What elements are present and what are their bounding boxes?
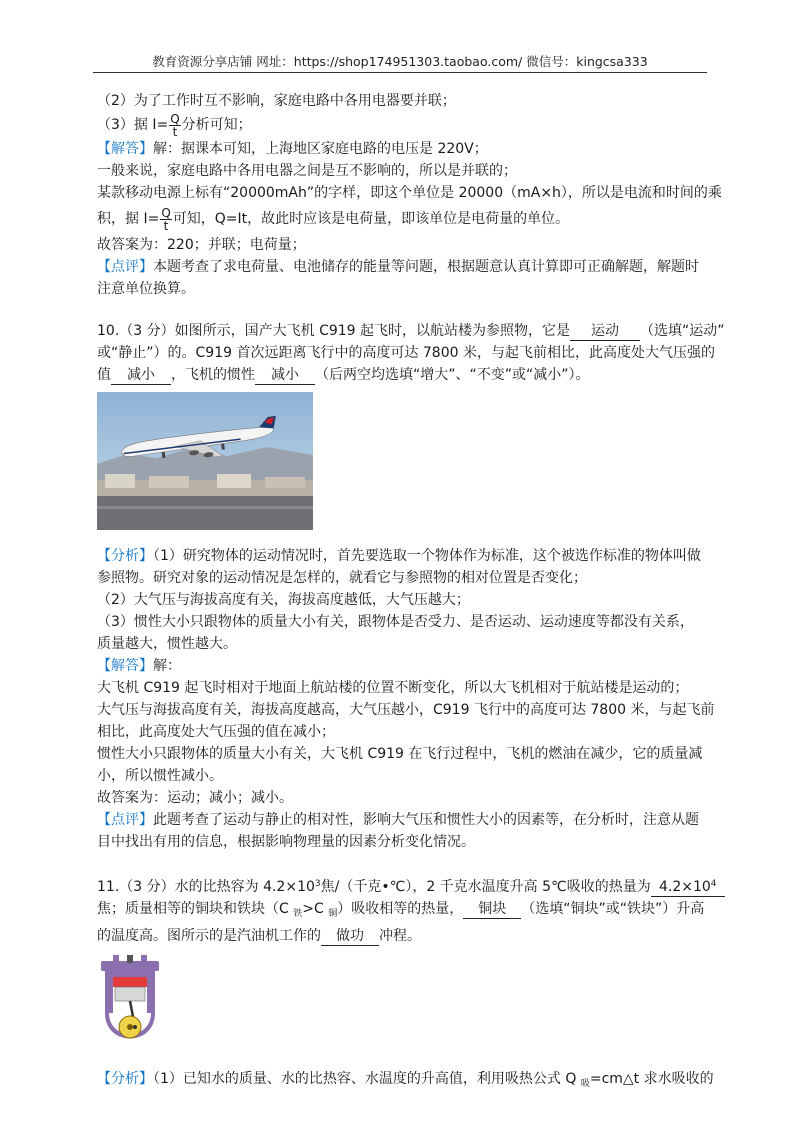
q10-review-1: 【点评】此题考查了运动与静止的相对性，影响大气压和惯性大小的因素等，在分析时，注意从题: [97, 812, 699, 828]
q10-stem-3: 值 减小 ，飞机的惯性 减小 （后两空均选填“增大”、“不变”或“减小”）。: [97, 367, 590, 383]
q10-solution-4: 惯性大小只跟物体的质量大小有关，大飞机 C919 在飞行过程中，飞机的燃油在减少，它的质量减: [97, 746, 703, 762]
q10-analysis-1: 【分析】（1）研究物体的运动情况时，首先要选取一个物体作为标准，这个被选作标准的物体叫做: [97, 548, 701, 564]
q10-solution-5: 小，所以惯性减小。: [97, 768, 223, 784]
q10-stem-1: 10.（3 分）如图所示，国产大飞机 C919 起飞时，以航站楼为参照物，它是 运动 （选填“运动”: [97, 323, 725, 339]
fraction-q-over-t: $\frac{Q}{t}$: [170, 111, 180, 139]
q10-analysis-5: 质量越大，惯性越大。: [97, 636, 237, 652]
q10-analysis-2: 参照物。研究对象的运动情况是怎样的，就看它与参照物的相对位置是否变化；: [97, 570, 587, 586]
q9-final-answer: 故答案为：220；并联；电荷量；: [97, 237, 306, 253]
q10-final-answer: 故答案为：运动；减小；减小。: [97, 790, 293, 806]
q10-blank-1: 运动: [570, 322, 640, 341]
q10-analysis-4: （3）惯性大小只跟物体的质量大小有关，跟物体是否受力、是否运动、运动速度等都没有关系，: [97, 614, 694, 630]
q9-answer-3: 某款移动电源上标有“20000mAh”的字样，即这个单位是 20000（mA×h），所以是电流和时间的乘: [97, 185, 722, 201]
fraction-q-over-t: $\frac{Q}{t}$: [161, 205, 171, 233]
q9-review-2: 注意单位换算。: [97, 281, 195, 297]
q10-review-2: 目中找出有用的信息，根据影响物理量的因素分析变化情况。: [97, 834, 475, 850]
q11-stem-2: 焦；质量相等的铜块和铁块（C $_铁$>C $_铜$）吸收相等的热量， 铜块 （选填“铜块”或“铁块”）升高: [97, 901, 705, 919]
review-tag: 【点评】: [97, 812, 153, 828]
review-tag: 【点评】: [97, 259, 153, 275]
answer-tag: 【解答】: [97, 658, 153, 674]
q10-blank-2: 减小: [111, 366, 171, 385]
q11-blank-3: 做功: [321, 927, 379, 946]
page-header: 教育资源分享店铺 网址：https://shop174951303.taobao.com/ 微信号：kingcsa333: [152, 54, 648, 69]
analysis-tag: 【分析】: [97, 548, 153, 564]
q9-answer-1: 【解答】解：据课本可知，上海地区家庭电路的电压是 220V；: [97, 141, 488, 157]
q11-stem-3: 的温度高。图所示的是汽油机工作的 做功 冲程。: [97, 928, 421, 944]
q11-blank-2: 铜块: [463, 900, 521, 919]
q10-solution-3: 相比，此高度处大气压强的值在减小；: [97, 724, 335, 740]
q9-analysis-3: （3）据 I= $\frac{Q}{t}$ 分析可知；: [97, 111, 252, 139]
q9-analysis-2: （2）为了工作时互不影响，家庭电路中各用电器要并联；: [97, 93, 456, 109]
q10-solution-2: 大气压与海拔高度有关，海拔高度越高，大气压越小，C919 飞行中的高度可达 7800 米，与起飞前: [97, 702, 715, 718]
gasoline-engine-stroke-diagram: [99, 955, 161, 1055]
q10-blank-3: 减小: [255, 366, 315, 385]
q10-solution-1: 大飞机 C919 起飞时相对于地面上航站楼的位置不断变化，所以大飞机相对于航站楼是运动的；: [97, 680, 689, 696]
answer-tag: 【解答】: [97, 141, 153, 157]
airplane-takeoff-photo: [97, 392, 313, 530]
q9-review-1: 【点评】本题考查了求电荷量、电池储存的能量等问题，根据题意认真计算即可正确解题，解题时: [97, 259, 699, 275]
analysis-tag: 【分析】: [97, 1071, 153, 1087]
q10-stem-2: 或“静止”）的。C919 首次远距离飞行中的高度可达 7800 米，与起飞前相比，此高度处大气压强的: [97, 345, 715, 361]
document-body: [97, 90, 725, 1095]
q11-blank-1: $4.2\times 10^4$: [651, 875, 725, 897]
q9-answer-4: 积，据 I= $\frac{Q}{t}$ 可知，Q=It，故此时应该是电荷量，即该单位是电荷量的单位。: [97, 205, 570, 233]
q10-answer-head: 【解答】解：: [97, 658, 181, 674]
q10-analysis-3: （2）大气压与海拔高度有关，海拔高度越低，大气压越大；: [97, 592, 470, 608]
q9-answer-2: 一般来说，家庭电路中各用电器之间是互不影响的，所以是并联的；: [97, 163, 517, 179]
header-divider: [93, 72, 707, 73]
q11-analysis-1: 【分析】（1）已知水的质量、水的比热容、水温度的升高值，利用吸热公式 Q $_吸$=cm△t 求水吸收的: [97, 1071, 714, 1089]
q11-stem-1: 11.（3 分）水的比热容为 $4.2\times 10^3$焦/（千克•℃），2 千克水温度升高 5℃吸收的热量为 $4.2\times 10^4$: [97, 873, 709, 898]
